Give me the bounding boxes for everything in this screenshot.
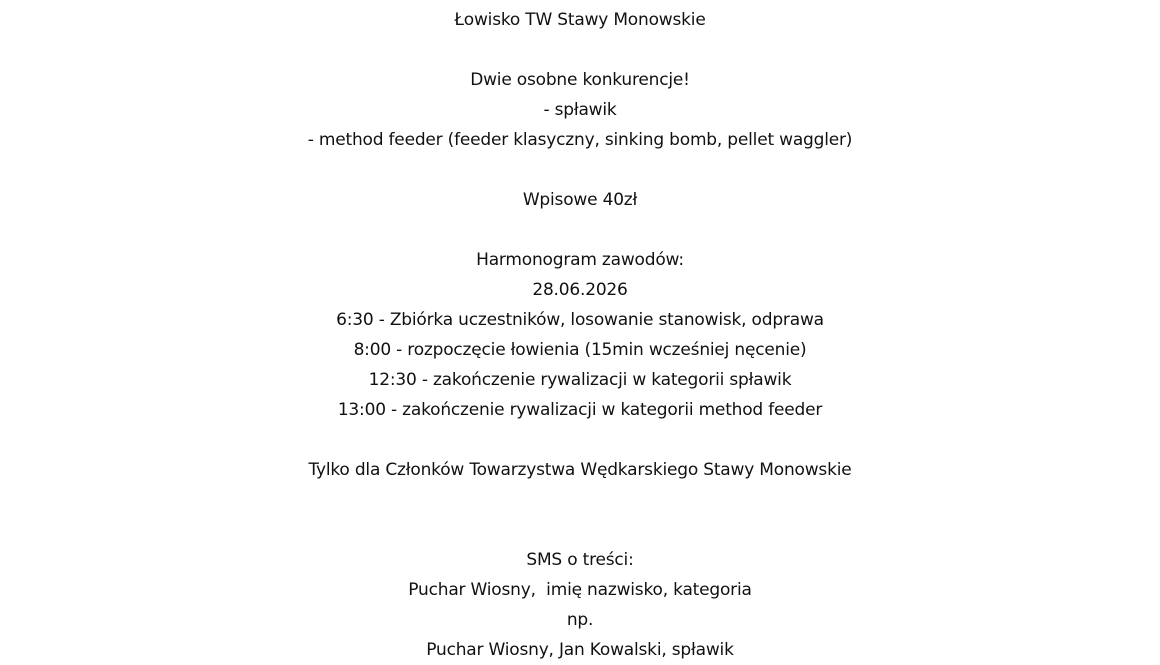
example-label: np. [566,610,594,630]
members-only-note: Tylko dla Członków Towarzystwa Wędkarskiego Stawy Monowskie [308,460,852,480]
flyer-document [0,5,1160,665]
schedule-heading: Harmonogram zawodów: [476,250,684,270]
competition-item-float: - spławik [543,100,617,120]
schedule-date: 28.06.2026 [532,280,628,300]
venue-line: Łowisko TW Stawy Monowskie [454,10,706,30]
competitions-heading: Dwie osobne konkurencje! [470,70,690,90]
schedule-item: 13:00 - zakończenie rywalizacji w kategorii method feeder [337,400,823,420]
schedule-item: 8:00 - rozpoczęcie łowienia (15min wcześniej nęcenie) [353,340,807,360]
spacer [0,485,1160,545]
spacer [0,35,1160,65]
spacer [0,425,1160,455]
schedule-item: 6:30 - Zbiórka uczestników, losowanie stanowisk, odprawa [336,310,824,330]
schedule-item: 12:30 - zakończenie rywalizacji w kategorii spławik [368,370,792,390]
entry-fee: Wpisowe 40zł [522,190,638,210]
spacer [0,215,1160,245]
sms-template: Puchar Wiosny, imię nazwisko, kategoria [408,580,752,600]
sms-heading: SMS o treści: [526,550,634,570]
sms-example: Puchar Wiosny, Jan Kowalski, spławik [426,640,734,660]
spacer [0,155,1160,185]
competition-item-method-feeder: - method feeder (feeder klasyczny, sinking bomb, pellet waggler) [307,130,853,150]
